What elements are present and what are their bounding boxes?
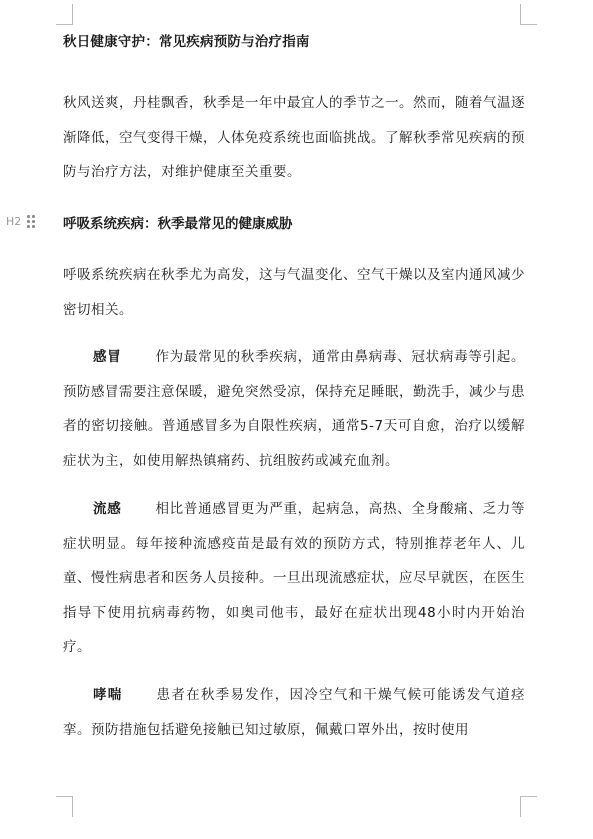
crop-mark-top-right [520,4,537,25]
item-term: 感冒 [93,349,122,365]
heading-level-marker [6,215,21,228]
drag-handle-icon[interactable] [27,215,37,230]
document-title[interactable]: 秋日健康守护：常见疾病预防与治疗指南 [63,34,310,50]
item-paragraph-flu[interactable] [63,492,525,665]
heading-level-label: H2 [6,215,22,228]
item-term: 哮喘 [93,687,123,703]
section-heading[interactable]: 呼吸系统疾病：秋季最常见的健康威胁 [63,216,293,232]
item-text: 相比普通感冒更为严重，起病急，高热、全身酸痛、乏力等症状明显。每年接种流感疫苗是最有效的预防方式，特别推荐老年人、儿童、慢性病患者和医务人员接种。一旦出现流感症状，应尽早就医，在医生指导下使用抗病毒药物，如奥司他韦，最好在症状出现48小时内开始治疗。 [63,501,526,655]
section-intro-paragraph[interactable]: 呼吸系统疾病在秋季尤为高发，这与气温变化、空气干燥以及室内通风减少密切相关。 [63,267,525,318]
item-term: 流感 [93,501,122,517]
crop-mark-bottom-right [520,796,537,817]
crop-mark-top-left [56,4,73,25]
item-paragraph-asthma[interactable] [63,678,525,747]
item-text: 作为最常见的秋季疾病，通常由鼻病毒、冠状病毒等引起。预防感冒需要注意保暖，避免突然受凉，保持充足睡眠，勤洗手，减少与患者的密切接触。普通感冒多为自限性疾病，通常5-7天可自愈，治疗以缓解症状为主，如使用解热镇痛药、抗组胺药或减充血剂。 [63,349,526,469]
intro-paragraph[interactable]: 秋风送爽，丹桂飘香，秋季是一年中最宜人的季节之一。然而，随着气温逐渐降低，空气变得干燥，人体免疫系统也面临挑战。了解秋季常见疾病的预防与治疗方法，对维护健康至关重要。 [63,95,525,180]
crop-mark-bottom-left [56,796,73,817]
item-text: 患者在秋季易发作，因冷空气和干燥气候可能诱发气道痉挛。预防措施包括避免接触已知过敏原，佩戴口罩外出，按时使用 [63,687,526,738]
item-paragraph-cold[interactable] [63,340,525,478]
